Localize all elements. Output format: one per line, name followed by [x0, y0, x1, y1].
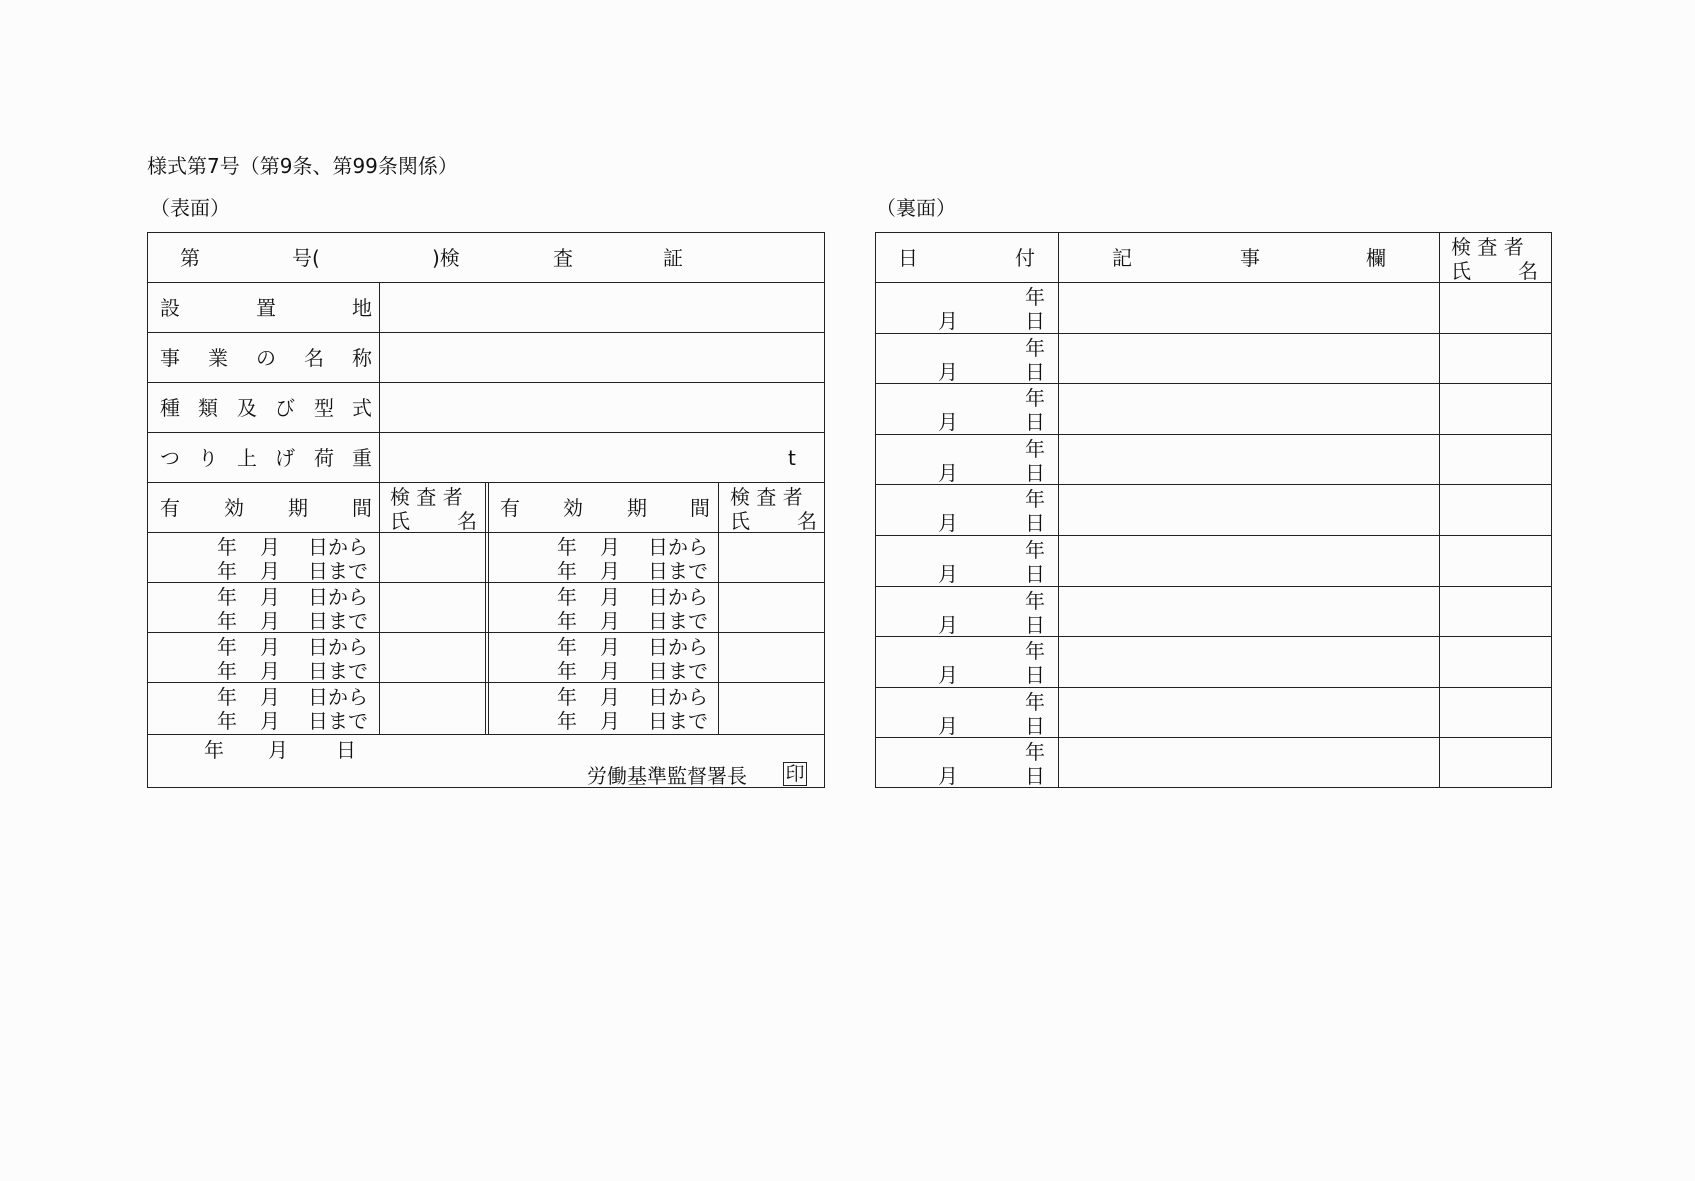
field-label-char: 名 — [304, 346, 324, 370]
period-left-to-month: 月 — [260, 559, 280, 583]
period-right-to-day: 日まで — [648, 659, 708, 683]
period-right-from-month: 月 — [600, 635, 620, 659]
field-label-char: 上 — [237, 446, 257, 470]
period-right-to-year: 年 — [557, 609, 577, 633]
field-label-char: 荷 — [314, 446, 334, 470]
cert-number-prefix: 第 — [180, 246, 200, 270]
field-label-char: 式 — [352, 396, 372, 420]
period-right-from-month: 月 — [600, 685, 620, 709]
period-right-from-day: 日から — [648, 685, 708, 709]
form-title: 様式第7号（第9条、第99条関係） — [147, 154, 458, 178]
period-left-from-year: 年 — [217, 635, 237, 659]
back-header-notes-3: 欄 — [1366, 246, 1386, 270]
back-row-year: 年 — [1025, 538, 1045, 562]
field-label-char: 型 — [314, 396, 334, 420]
back-record-table — [875, 232, 1552, 788]
field-label-char: 及 — [237, 396, 257, 420]
period-right-to-month: 月 — [600, 609, 620, 633]
period-right-to-year: 年 — [557, 659, 577, 683]
field-label-char: び — [275, 396, 295, 420]
back-row-day: 日 — [1025, 764, 1045, 788]
period-left-to-day: 日まで — [308, 659, 368, 683]
period-left-to-year: 年 — [217, 559, 237, 583]
validity-header-char: 期 — [288, 496, 308, 520]
inspector-header-right-top: 検 査 者 — [730, 485, 803, 509]
back-row-year: 年 — [1025, 639, 1045, 663]
back-row-month: 月 — [938, 764, 958, 788]
back-row-month: 月 — [938, 461, 958, 485]
back-row-day: 日 — [1025, 663, 1045, 687]
period-left-to-year: 年 — [217, 659, 237, 683]
period-left-from-year: 年 — [217, 585, 237, 609]
field-label-char: つ — [160, 446, 180, 470]
validity-header-char: 間 — [352, 496, 372, 520]
inspector-header-left-top: 検 査 者 — [390, 485, 463, 509]
period-right-from-day: 日から — [648, 535, 708, 559]
back-row-day: 日 — [1025, 714, 1045, 738]
cert-title-sho: 証 — [663, 246, 683, 270]
front-inspection-certificate — [147, 232, 825, 788]
back-header-notes-2: 事 — [1240, 246, 1260, 270]
field-label-char: り — [198, 446, 218, 470]
back-inspector-mei: 名 — [1518, 259, 1538, 283]
period-right-from-day: 日から — [648, 635, 708, 659]
validity-header-char: 効 — [224, 496, 244, 520]
field-label-char: 置 — [256, 296, 276, 320]
field-label-char: 業 — [208, 346, 228, 370]
period-right-to-year: 年 — [557, 559, 577, 583]
back-row-year: 年 — [1025, 285, 1045, 309]
back-row-month: 月 — [938, 663, 958, 687]
back-row-year: 年 — [1025, 740, 1045, 764]
period-left-to-day: 日まで — [308, 559, 368, 583]
validity-header-char: 有 — [160, 496, 180, 520]
back-row-month: 月 — [938, 309, 958, 333]
labor-office-chief: 労働基準監督署長 — [587, 764, 747, 788]
period-left-to-day: 日まで — [308, 609, 368, 633]
field-label-char: の — [256, 346, 276, 370]
back-row-day: 日 — [1025, 410, 1045, 434]
back-row-year: 年 — [1025, 690, 1045, 714]
back-header-date-2: 付 — [1015, 246, 1035, 270]
inspector-header-right-shi: 氏 — [730, 509, 750, 533]
period-left-to-month: 月 — [260, 659, 280, 683]
inspector-header-left-shi: 氏 — [390, 509, 410, 533]
period-right-from-month: 月 — [600, 585, 620, 609]
back-row-month: 月 — [938, 410, 958, 434]
period-right-from-year: 年 — [557, 585, 577, 609]
back-row-year: 年 — [1025, 437, 1045, 461]
period-right-from-year: 年 — [557, 635, 577, 659]
period-right-to-month: 月 — [600, 709, 620, 733]
back-side-label: （裏面） — [876, 196, 956, 220]
issue-year: 年 — [204, 738, 224, 762]
field-label-char: 類 — [198, 396, 218, 420]
back-header-date-1: 日 — [898, 246, 918, 270]
field-label-char: 設 — [160, 296, 180, 320]
period-left-from-day: 日から — [308, 685, 368, 709]
period-right-to-month: 月 — [600, 559, 620, 583]
back-row-day: 日 — [1025, 360, 1045, 384]
period-left-to-month: 月 — [260, 609, 280, 633]
period-left-from-month: 月 — [260, 585, 280, 609]
period-right-from-day: 日から — [648, 585, 708, 609]
period-right-from-month: 月 — [600, 535, 620, 559]
load-unit: t — [788, 446, 796, 470]
period-left-to-year: 年 — [217, 709, 237, 733]
period-left-to-year: 年 — [217, 609, 237, 633]
field-label-char: 重 — [352, 446, 372, 470]
field-label-char: 地 — [352, 296, 372, 320]
period-right-from-year: 年 — [557, 685, 577, 709]
back-row-day: 日 — [1025, 309, 1045, 333]
field-label-char: 称 — [352, 346, 372, 370]
back-row-day: 日 — [1025, 613, 1045, 637]
back-row-day: 日 — [1025, 461, 1045, 485]
period-right-to-day: 日まで — [648, 609, 708, 633]
period-left-from-year: 年 — [217, 685, 237, 709]
period-left-from-day: 日から — [308, 585, 368, 609]
back-row-year: 年 — [1025, 386, 1045, 410]
period-left-from-day: 日から — [308, 635, 368, 659]
cert-title-sa: 査 — [553, 246, 573, 270]
back-inspector-shi: 氏 — [1451, 259, 1471, 283]
back-row-month: 月 — [938, 714, 958, 738]
back-row-month: 月 — [938, 360, 958, 384]
validity-header-char: 間 — [690, 496, 710, 520]
period-left-from-day: 日から — [308, 535, 368, 559]
validity-header-char: 有 — [500, 496, 520, 520]
validity-header-char: 効 — [563, 496, 583, 520]
front-side-label: （表面） — [150, 196, 230, 220]
field-label-char: 種 — [160, 396, 180, 420]
period-left-from-month: 月 — [260, 685, 280, 709]
period-left-to-month: 月 — [260, 709, 280, 733]
field-label-char: 事 — [160, 346, 180, 370]
period-left-from-month: 月 — [260, 635, 280, 659]
period-right-to-day: 日まで — [648, 709, 708, 733]
issue-day: 日 — [336, 738, 356, 762]
cert-number-suffix: 号( — [292, 246, 320, 270]
inspector-header-right-mei: 名 — [797, 509, 817, 533]
period-left-to-day: 日まで — [308, 709, 368, 733]
validity-header-char: 期 — [627, 496, 647, 520]
seal-mark: 印 — [783, 762, 807, 786]
cert-title-ken: )検 — [432, 246, 460, 270]
period-left-from-year: 年 — [217, 535, 237, 559]
period-right-to-day: 日まで — [648, 559, 708, 583]
period-right-to-month: 月 — [600, 659, 620, 683]
period-left-from-month: 月 — [260, 535, 280, 559]
back-row-day: 日 — [1025, 562, 1045, 586]
back-row-year: 年 — [1025, 336, 1045, 360]
back-row-year: 年 — [1025, 487, 1045, 511]
inspector-header-left-mei: 名 — [457, 509, 477, 533]
back-row-day: 日 — [1025, 511, 1045, 535]
back-inspector-top: 検 査 者 — [1451, 235, 1524, 259]
back-row-month: 月 — [938, 613, 958, 637]
field-label-char: げ — [275, 446, 295, 470]
period-right-to-year: 年 — [557, 709, 577, 733]
back-header-notes-1: 記 — [1112, 246, 1132, 270]
period-right-from-year: 年 — [557, 535, 577, 559]
back-row-month: 月 — [938, 562, 958, 586]
issue-month: 月 — [268, 738, 288, 762]
back-row-year: 年 — [1025, 589, 1045, 613]
back-row-month: 月 — [938, 511, 958, 535]
